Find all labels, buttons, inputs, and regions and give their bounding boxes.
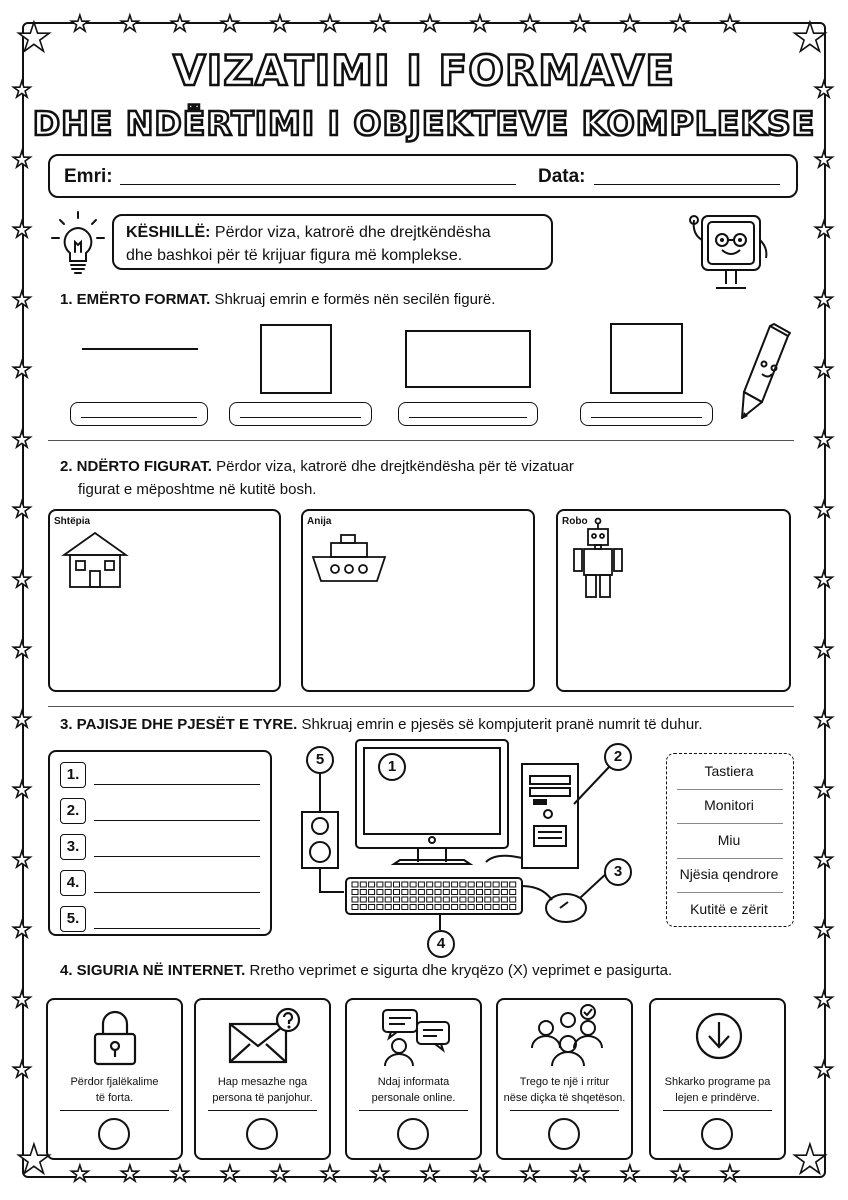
- star-icon: ★: [720, 1162, 740, 1187]
- keyboard-key: [501, 897, 507, 902]
- keyboard-key: [443, 882, 449, 887]
- star-icon: ★: [220, 12, 240, 37]
- keyboard-key: [435, 905, 441, 910]
- keyboard-key: [477, 890, 483, 895]
- star-icon: ★: [814, 1058, 834, 1083]
- answer-circle-2[interactable]: [246, 1118, 278, 1150]
- tip-text-line-2: dhe bashkoi për të krijuar figura më komplekse.: [126, 247, 463, 264]
- name-date-box: [48, 154, 798, 198]
- star-icon: ★: [12, 918, 32, 943]
- star-icon: ★: [12, 218, 32, 243]
- section-2-instruction-line-1: Përdor viza, katrorë dhe drejtkëndësha për të vizatuar: [211, 458, 574, 475]
- keyboard-key: [410, 897, 416, 902]
- keyboard-key: [443, 897, 449, 902]
- star-icon: ★: [814, 498, 834, 523]
- star-icon: ★: [420, 1162, 440, 1187]
- safety-card-2: [194, 998, 331, 1160]
- safety-card-4: [496, 998, 633, 1160]
- keyboard-key: [418, 882, 424, 887]
- star-icon: ★: [814, 918, 834, 943]
- callout-5: 5: [306, 746, 334, 774]
- star-icon: ★: [370, 12, 390, 37]
- keyboard-key: [485, 882, 491, 887]
- keyboard-key: [452, 890, 458, 895]
- keyboard-key: [352, 890, 358, 895]
- keyboard-key: [452, 882, 458, 887]
- keyboard-key: [418, 890, 424, 895]
- star-icon: ★: [370, 1162, 390, 1187]
- pencil-icon: [740, 318, 800, 428]
- keyboard-key: [418, 905, 424, 910]
- lightbulb-icon: [48, 208, 108, 278]
- section-2-heading: [60, 456, 574, 478]
- keyboard-key: [493, 905, 499, 910]
- star-icon: ★: [570, 1162, 590, 1187]
- tip-box: [112, 214, 553, 270]
- star-icon: ★: [814, 428, 834, 453]
- section-3-instruction: Shkruaj emrin e pjesës së kompjuterit pranë numrit të duhur.: [297, 716, 703, 733]
- ship-icon: [309, 531, 389, 587]
- star-icon: ★: [12, 568, 32, 593]
- answer-field-1[interactable]: [70, 402, 208, 426]
- keyboard-key: [452, 905, 458, 910]
- keyboard-key: [402, 890, 408, 895]
- keyboard-key: [493, 897, 499, 902]
- word-bank: [666, 753, 794, 927]
- keyboard-key: [352, 905, 358, 910]
- star-icon: ★: [12, 78, 32, 103]
- keyboard-key: [377, 890, 383, 895]
- star-icon: ★: [814, 708, 834, 733]
- star-icon: ★: [320, 12, 340, 37]
- keyboard-key: [501, 882, 507, 887]
- chat-person-icon: [377, 1006, 457, 1068]
- keyboard-key: [435, 897, 441, 902]
- answer-circle-1[interactable]: [98, 1118, 130, 1150]
- house-icon: [60, 529, 130, 591]
- keyboard-key: [477, 882, 483, 887]
- callout-4: 4: [427, 930, 455, 958]
- shape-rectangle: [405, 330, 531, 388]
- star-icon: ★: [814, 78, 834, 103]
- section-4-instruction: Rretho veprimet e sigurta dhe kryqëzo (X) veprimet e pasigurta.: [245, 962, 673, 979]
- keyboard-key: [402, 897, 408, 902]
- keyboard-key: [468, 882, 474, 887]
- star-icon: ★: [12, 498, 32, 523]
- star-icon: ★: [12, 1058, 32, 1083]
- keyboard-key: [360, 897, 366, 902]
- word-bank-mouse: Miu: [717, 832, 741, 848]
- tip-label: KËSHILLË:: [126, 224, 211, 241]
- answer-field-2[interactable]: [229, 402, 372, 426]
- star-icon: ★: [620, 1162, 640, 1187]
- title-line-1: VIZATIMI I FORMAVE: [173, 46, 675, 95]
- star-icon: ★: [16, 1137, 52, 1183]
- keyboard-key: [360, 890, 366, 895]
- keyboard-key: [443, 905, 449, 910]
- number-box-4: 4.: [60, 870, 86, 896]
- keyboard-key: [501, 890, 507, 895]
- card-4-text-2: nëse diçka të shqetëson.: [503, 1092, 626, 1104]
- draw-box-label-house: Shtëpia: [54, 516, 91, 527]
- keyboard-key: [402, 882, 408, 887]
- number-box-5: 5.: [60, 906, 86, 932]
- star-icon: ★: [814, 218, 834, 243]
- answer-circle-5[interactable]: [701, 1118, 733, 1150]
- keyboard-key: [468, 890, 474, 895]
- keyboard-key: [435, 890, 441, 895]
- keyboard-key: [510, 905, 516, 910]
- star-icon: ★: [170, 1162, 190, 1187]
- answer-field-3[interactable]: [398, 402, 538, 426]
- star-icon: ★: [520, 1162, 540, 1187]
- star-icon: ★: [320, 1162, 340, 1187]
- robot-icon: [568, 517, 628, 601]
- download-icon: [691, 1008, 747, 1066]
- star-icon: ★: [220, 1162, 240, 1187]
- section-divider-2: [48, 706, 794, 707]
- keyboard-key: [385, 882, 391, 887]
- callout-3: 3: [604, 858, 632, 886]
- star-icon: ★: [470, 12, 490, 37]
- callout-2: 2: [604, 743, 632, 771]
- draw-box-ship[interactable]: [301, 509, 535, 692]
- star-icon: ★: [720, 12, 740, 37]
- keyboard-key: [460, 890, 466, 895]
- keyboard-key: [377, 882, 383, 887]
- title-line-2: DHE NDËRTIMI I OBJEKTEVE KOMPLEKSE: [32, 104, 816, 143]
- star-icon: ★: [12, 288, 32, 313]
- keyboard-key: [352, 897, 358, 902]
- star-icon: ★: [12, 148, 32, 173]
- number-box-3: 3.: [60, 834, 86, 860]
- star-icon: ★: [270, 1162, 290, 1187]
- keyboard-key: [369, 890, 375, 895]
- star-icon: ★: [120, 1162, 140, 1187]
- star-icon: ★: [814, 148, 834, 173]
- keyboard-key: [377, 897, 383, 902]
- star-icon: ★: [270, 12, 290, 37]
- star-icon: ★: [12, 358, 32, 383]
- name-label: Emri:: [64, 166, 113, 187]
- keyboard-key: [385, 905, 391, 910]
- card-4-text-1: Trego te një i rritur: [519, 1076, 610, 1088]
- keyboard-key: [493, 890, 499, 895]
- keyboard-key: [452, 897, 458, 902]
- card-5-text-2: lejen e prindërve.: [675, 1092, 760, 1104]
- card-5-text-1: Shkarko programe pa: [664, 1076, 771, 1088]
- star-icon: ★: [12, 778, 32, 803]
- keyboard-key: [485, 897, 491, 902]
- word-bank-speakers: Kutitë e zërit: [690, 901, 768, 917]
- star-icon: ★: [12, 708, 32, 733]
- keyboard-key: [410, 905, 416, 910]
- section-4-heading: [60, 960, 672, 982]
- keyboard-key: [394, 882, 400, 887]
- tip-text-line-1: Përdor viza, katrorë dhe drejtkëndësha: [210, 224, 491, 241]
- safety-card-1: [46, 998, 183, 1160]
- shape-square-2: [610, 323, 683, 394]
- keyboard-key: [369, 905, 375, 910]
- word-bank-cpu: Njësia qendrore: [679, 866, 779, 882]
- card-3-text-2: personale online.: [371, 1092, 456, 1104]
- star-icon: ★: [670, 12, 690, 37]
- date-label: Data:: [538, 166, 586, 187]
- star-icon: ★: [792, 1137, 828, 1183]
- section-1-instruction: Shkruaj emrin e formës nën secilën figurë.: [210, 291, 496, 308]
- star-icon: ★: [420, 12, 440, 37]
- keyboard-key: [501, 905, 507, 910]
- section-4-title: 4. SIGURIA NË INTERNET.: [60, 962, 246, 979]
- shape-line: [82, 348, 198, 350]
- star-icon: ★: [814, 848, 834, 873]
- keyboard-key: [427, 890, 433, 895]
- star-icon: ★: [814, 778, 834, 803]
- keyboard-key: [418, 897, 424, 902]
- keyboard-key: [410, 882, 416, 887]
- answer-circle-4[interactable]: [548, 1118, 580, 1150]
- keyboard-key: [477, 897, 483, 902]
- shape-square: [260, 324, 332, 394]
- star-icon: ★: [70, 12, 90, 37]
- numbered-answer-list: [48, 750, 272, 936]
- keyboard-key: [468, 905, 474, 910]
- star-icon: ★: [792, 15, 828, 61]
- star-icon: ★: [814, 568, 834, 593]
- star-icon: ★: [470, 1162, 490, 1187]
- word-bank-monitor: Monitori: [704, 797, 754, 813]
- number-box-2: 2.: [60, 798, 86, 824]
- date-field[interactable]: [594, 184, 780, 185]
- section-3-heading: [60, 714, 703, 736]
- name-field[interactable]: [120, 184, 516, 185]
- card-2-text-1: Hap mesazhe nga: [217, 1076, 308, 1088]
- star-icon: ★: [16, 15, 52, 61]
- star-icon: ★: [570, 12, 590, 37]
- answer-field-4[interactable]: [580, 402, 713, 426]
- group-check-icon: [526, 1004, 610, 1068]
- keyboard-key: [402, 905, 408, 910]
- keyboard-key: [394, 905, 400, 910]
- star-icon: ★: [12, 428, 32, 453]
- keyboard-key: [460, 905, 466, 910]
- number-box-1: 1.: [60, 762, 86, 788]
- keyboard-key: [385, 897, 391, 902]
- word-bank-keyboard: Tastiera: [704, 763, 754, 779]
- keyboard-key: [485, 905, 491, 910]
- section-2-instruction-line-2: figurat e mëposhtme në kutitë bosh.: [78, 481, 317, 498]
- keyboard-key: [360, 882, 366, 887]
- card-3-text-1: Ndaj informata: [377, 1076, 450, 1088]
- keyboard-key: [394, 890, 400, 895]
- keyboard-key: [427, 882, 433, 887]
- keyboard-key: [369, 882, 375, 887]
- star-icon: ★: [814, 358, 834, 383]
- card-1-text-1: Përdor fjalëkalime: [70, 1076, 159, 1088]
- star-icon: ★: [12, 988, 32, 1013]
- keyboard-key: [427, 897, 433, 902]
- star-icon: ★: [814, 988, 834, 1013]
- keyboard-key: [427, 905, 433, 910]
- computer-mascot-icon: [680, 210, 780, 296]
- answer-circle-3[interactable]: [397, 1118, 429, 1150]
- envelope-question-icon: [226, 1006, 306, 1068]
- star-icon: ★: [12, 638, 32, 663]
- keyboard-key: [493, 882, 499, 887]
- keyboard-key: [369, 897, 375, 902]
- star-icon: ★: [120, 12, 140, 37]
- star-icon: ★: [520, 12, 540, 37]
- star-icon: ★: [70, 1162, 90, 1187]
- star-icon: ★: [620, 12, 640, 37]
- safety-card-3: [345, 998, 482, 1160]
- section-1-heading: [60, 289, 495, 311]
- keyboard-key: [477, 905, 483, 910]
- draw-box-label-robot: Robo: [562, 516, 588, 527]
- computer-diagram: [290, 736, 660, 936]
- section-divider-1: [48, 440, 794, 441]
- keyboard-key: [468, 897, 474, 902]
- keyboard-key: [394, 897, 400, 902]
- star-icon: ★: [670, 1162, 690, 1187]
- keyboard-key: [510, 897, 516, 902]
- draw-box-house[interactable]: [48, 509, 281, 692]
- callout-1: 1: [378, 753, 406, 781]
- star-icon: ★: [12, 848, 32, 873]
- section-2-title: 2. NDËRTO FIGURAT.: [60, 458, 212, 475]
- keyboard-key: [385, 890, 391, 895]
- draw-box-label-ship: Anija: [307, 516, 332, 527]
- keyboard-key: [460, 882, 466, 887]
- padlock-icon: [90, 1006, 140, 1068]
- keyboard-key: [460, 897, 466, 902]
- section-3-title: 3. PAJISJE DHE PJESËT E TYRE.: [60, 716, 298, 733]
- keyboard-key: [510, 882, 516, 887]
- draw-box-robot[interactable]: [556, 509, 791, 692]
- keyboard-key: [435, 882, 441, 887]
- keyboard-key: [377, 905, 383, 910]
- card-2-text-2: persona të panjohur.: [212, 1092, 313, 1104]
- card-1-text-2: të forta.: [95, 1092, 134, 1104]
- keyboard-key: [360, 905, 366, 910]
- safety-card-5: [649, 998, 786, 1160]
- section-1-title: 1. EMËRTO FORMAT.: [60, 291, 211, 308]
- star-icon: ★: [170, 12, 190, 37]
- keyboard-key: [510, 890, 516, 895]
- keyboard-key: [485, 890, 491, 895]
- keyboard-key: [443, 890, 449, 895]
- star-icon: ★: [814, 288, 834, 313]
- keyboard-key: [352, 882, 358, 887]
- star-icon: ★: [814, 638, 834, 663]
- keyboard-key: [410, 890, 416, 895]
